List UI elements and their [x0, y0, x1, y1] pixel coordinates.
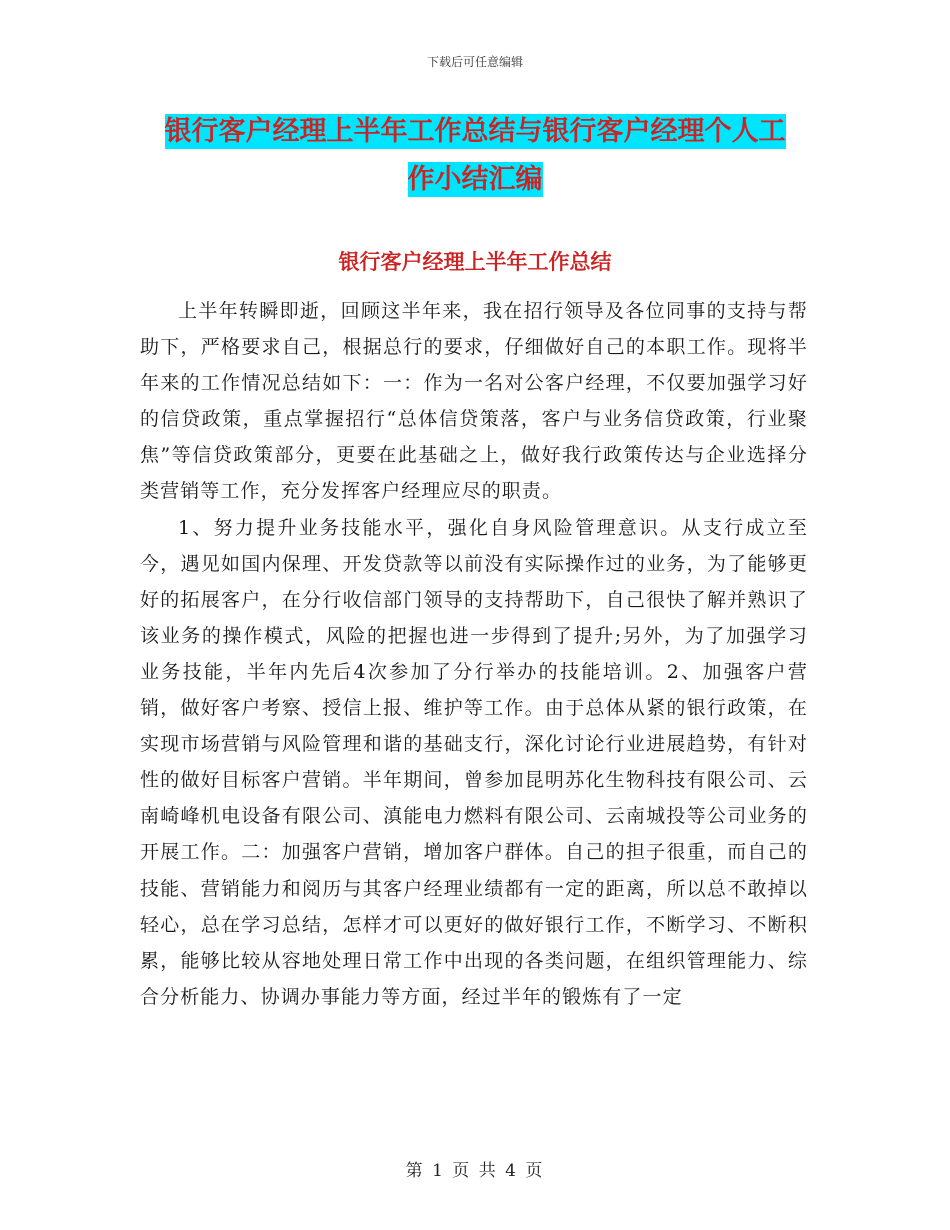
paragraph-1: 上半年转瞬即逝，回顾这半年来，我在招行领导及各位同事的支持与帮助下，严格要求自己，根据总行的要求，仔细做好自己的本职工作。现将半年来的工作情况总结如下：一：作为一名对公客户经理，不仅要加强学习好的信贷政策，重点掌握招行“总体信贷策落，客户与业务信贷政策，行业聚焦”等信贷政策部分，更要在此基础之上，做好我行政策传达与企业选择分类营销等工作，充分发挥客户经理应尽的职责。 — [140, 300, 808, 503]
document-body — [140, 293, 808, 1015]
page-header-note: 下载后可任意编辑 — [426, 55, 523, 69]
document-title-line-2: 作小结汇编 — [407, 164, 543, 195]
paragraph-2: 1、努力提升业务技能水平，强化自身风险管理意识。从支行成立至今，遇见如国内保理、开发贷款等以前没有实际操作过的业务，为了能够更好的拓展客户，在分行收信部门领导的支持帮助下，自己很快了解并熟识了该业务的操作模式，风险的把握也进一步得到了提升;另外，为了加强学习业务技能，半年内先后4次参加了分行举办的技能培训。2、加强客户营销，做好客户考察、授信上报、维护等工作。由于总体从紧的银行政策，在实现市场营销与风险管理和谐的基础支行，深化讨论行业进展趋势，有针对性的做好目标客户营销。半年期间，曾参加昆明苏化生物科技有限公司、云南崎峰机电设备有限公司、滇能电力燃料有限公司、云南城投等公司业务的开展工作。二：加强客户营销，增加客户群体。自己的担子很重，而自己的技能、营销能力和阅历与其客户经理业绩都有一定的距离，所以总不敢掉以轻心，总在学习总结，怎样才可以更好的做好银行工作，不断学习、不断积累，能够比较从容地处理日常工作中出现的各类问题，在组织管理能力、综合分析能力、协调办事能力等方面，经过半年的锻炼有了一定 — [140, 516, 808, 1008]
page-number: 第 1 页 共 4 页 — [405, 1161, 545, 1181]
document-title — [0, 108, 950, 204]
section-title: 银行客户经理上半年工作总结 — [338, 249, 612, 274]
document-title-line-1: 银行客户经理上半年工作总结与银行客户经理个人工 — [164, 116, 786, 147]
